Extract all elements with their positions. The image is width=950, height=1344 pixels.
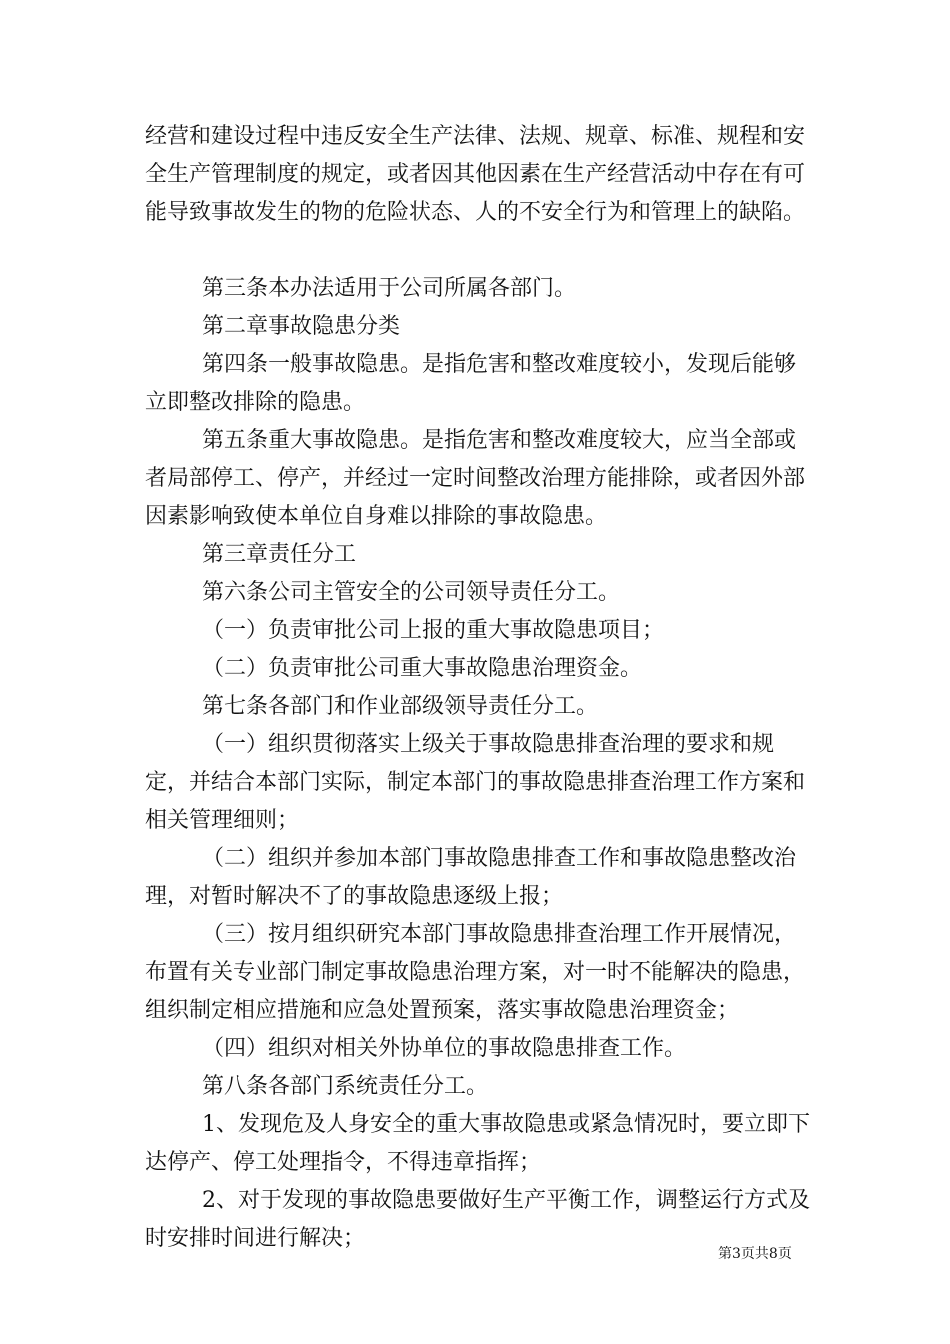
article-3: 第三条本办法适用于公司所属各部门。 bbox=[202, 276, 577, 301]
article-6-item-1: （一）负责审批公司上报的重大事故隐患项目； bbox=[202, 618, 665, 643]
article-6-item-2: （二）负责审批公司重大事故隐患治理资金。 bbox=[202, 656, 643, 681]
chapter-2-heading: 第二章事故隐患分类 bbox=[202, 314, 401, 339]
article-7-item-1: （一）组织贯彻落实上级关于事故隐患排查治理的要求和规定，并结合本部门实际，制定本部门的事故隐患排查治理工作方案和相关管理细则； bbox=[145, 732, 806, 833]
article-7-item-4: （四）组织对相关外协单位的事故隐患排查工作。 bbox=[202, 1036, 687, 1061]
article-8-item-2: 2、对于发现的事故隐患要做好生产平衡工作，调整运行方式及时安排时间进行解决； bbox=[145, 1188, 810, 1251]
article-4: 第四条一般事故隐患。是指危害和整改难度较小，发现后能够立即整改排除的隐患。 bbox=[145, 352, 797, 415]
article-6: 第六条公司主管安全的公司领导责任分工。 bbox=[202, 580, 621, 605]
page-number-footer: 第3页共8页 bbox=[718, 1246, 792, 1262]
article-8-item-1: 1、发现危及人身安全的重大事故隐患或紧急情况时，要立即下达停产、停工处理指令，不得违章指挥； bbox=[145, 1112, 810, 1175]
chapter-3-heading: 第三章责任分工 bbox=[202, 542, 357, 567]
article-7-item-3: （三）按月组织研究本部门事故隐患排查治理工作开展情况，布置有关专业部门制定事故隐患治理方案，对一时不能解决的隐患，组织制定相应措施和应急处置预案，落实事故隐患治理资金； bbox=[145, 922, 806, 1023]
article-7: 第七条各部门和作业部级领导责任分工。 bbox=[202, 694, 599, 719]
article-7-item-2: （二）组织并参加本部门事故隐患排查工作和事故隐患整改治理，对暂时解决不了的事故隐患逐级上报； bbox=[145, 846, 797, 909]
paragraph-continuation: 经营和建设过程中违反安全生产法律、法规、规章、标准、规程和安全生产管理制度的规定，或者因其他因素在生产经营活动中存在有可能导致事故发生的物的危险状态、人的不安全行为和管理上的缺陷。 bbox=[145, 124, 806, 225]
article-8: 第八条各部门系统责任分工。 bbox=[202, 1074, 489, 1099]
article-5: 第五条重大事故隐患。是指危害和整改难度较大，应当全部或者局部停工、停产，并经过一定时间整改治理方能排除，或者因外部因素影响致使本单位自身难以排除的事故隐患。 bbox=[145, 428, 806, 529]
